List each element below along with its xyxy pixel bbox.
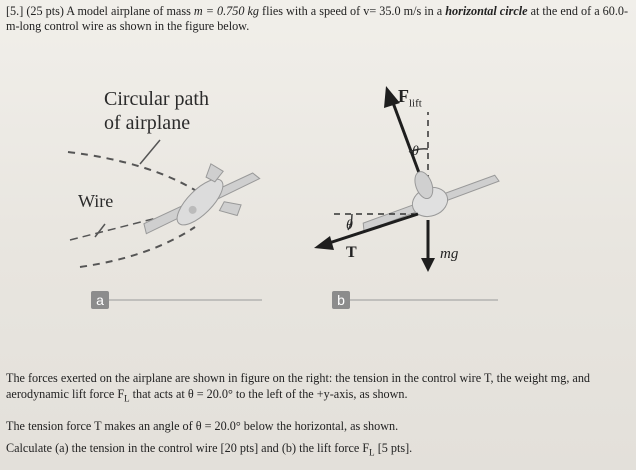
paragraph-question: Calculate (a) the tension in the control wire [20 pts] and (b) the lift force $F_L$ [5 pts]. — [6, 441, 413, 458]
problem-text-b: flies with a speed of — [262, 4, 361, 18]
tension-force-arrow — [326, 214, 418, 244]
figure-a-tag: a — [91, 291, 109, 309]
problem-text-d: at the end of a 60.0-m-long control wire as shown in the figure below. — [6, 4, 629, 33]
mass-value: m = 0.750 kg — [193, 4, 259, 18]
speed-value: v= 35.0 m/s — [363, 4, 422, 18]
tension-label: T — [346, 244, 357, 261]
theta-left-label: θ — [346, 218, 353, 233]
weight-label: mg — [440, 246, 459, 262]
circular-path-arc — [68, 152, 198, 192]
paragraph-forces: The forces exerted on the airplane are shown in figure on the right: the tension in the control wire T, the weight mg, and aerodynamic lift force $F_L$ that acts at θ = 20.0° to the left of the +y-axis, as shown. — [6, 371, 591, 404]
airplane-a — [131, 148, 270, 254]
theta-top-label: θ — [412, 144, 419, 159]
figure-area — [0, 52, 636, 352]
problem-text-a: A model airplane of mass — [66, 4, 191, 18]
circular-path-label-line1: Circular path — [104, 88, 209, 110]
paragraph-tension: The tension force T makes an angle of θ = 20.0° below the horizontal, as shown. — [6, 419, 399, 433]
emphasis-horizontal-circle: horizontal circle — [445, 4, 528, 18]
problem-statement — [6, 4, 630, 34]
wire-pointer — [95, 224, 105, 237]
problem-points: (25 pts) — [26, 4, 64, 18]
label-pointer — [140, 140, 160, 164]
figure-b-tag: b — [332, 291, 350, 309]
circular-path-label-line2: of airplane — [104, 112, 191, 134]
lift-force-label: $F_{lift}$ — [398, 86, 422, 110]
problem-number: [5.] — [6, 4, 24, 18]
problem-text-c: in a — [424, 4, 443, 18]
wire-label: Wire — [78, 191, 114, 211]
